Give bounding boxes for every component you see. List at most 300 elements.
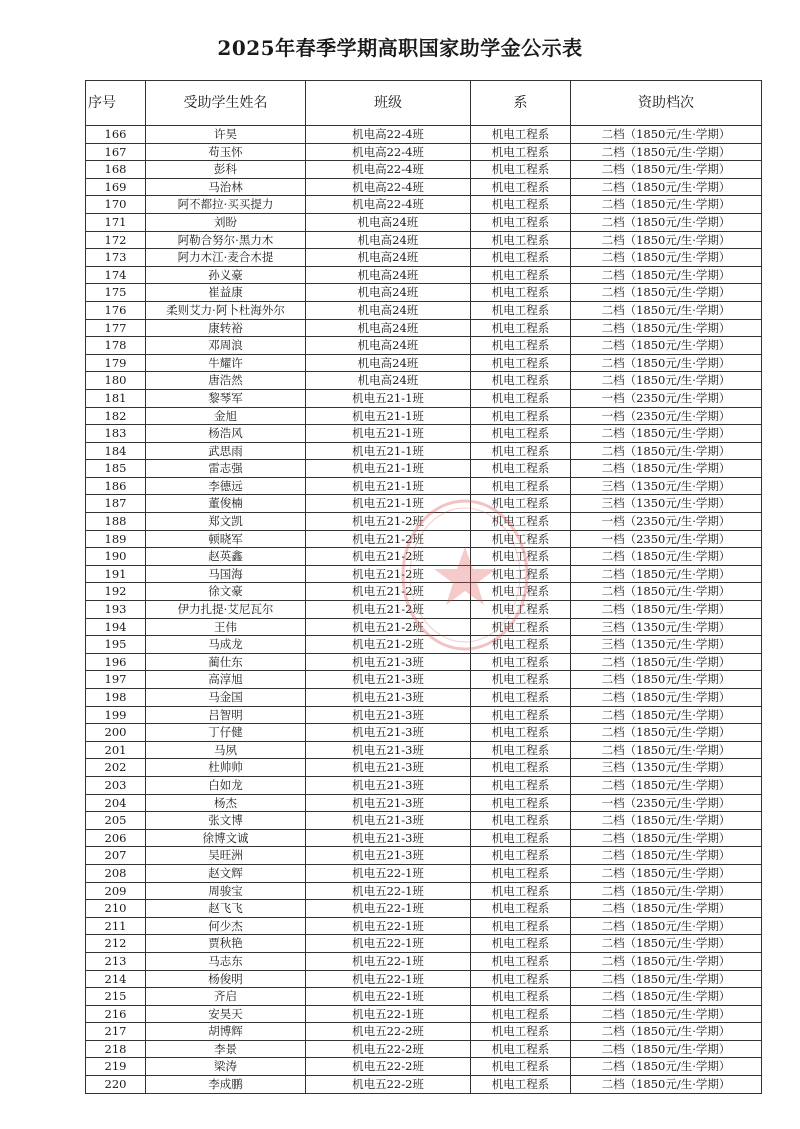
cell-grant-level: 二档（1850元/生·学期） xyxy=(571,161,762,179)
cell-index: 196 xyxy=(86,653,146,671)
cell-grant-level: 二档（1850元/生·学期） xyxy=(571,460,762,478)
cell-grant-level: 二档（1850元/生·学期） xyxy=(571,143,762,161)
cell-class: 机电五21-3班 xyxy=(306,794,471,812)
cell-department: 机电工程系 xyxy=(471,1058,571,1076)
column-header-grant-level: 资助档次 xyxy=(571,81,762,126)
cell-department: 机电工程系 xyxy=(471,724,571,742)
cell-index: 169 xyxy=(86,178,146,196)
cell-grant-level: 二档（1850元/生·学期） xyxy=(571,284,762,302)
cell-student-name: 康转裕 xyxy=(146,319,306,337)
cell-student-name: 刘盼 xyxy=(146,213,306,231)
cell-student-name: 崔益康 xyxy=(146,284,306,302)
cell-index: 181 xyxy=(86,389,146,407)
cell-student-name: 马治林 xyxy=(146,178,306,196)
cell-index: 219 xyxy=(86,1058,146,1076)
table-row xyxy=(86,900,762,918)
cell-student-name: 邓周浪 xyxy=(146,337,306,355)
cell-class: 机电五21-3班 xyxy=(306,689,471,707)
cell-student-name: 贾秋艳 xyxy=(146,935,306,953)
cell-grant-level: 二档（1850元/生·学期） xyxy=(571,776,762,794)
cell-student-name: 周骏宝 xyxy=(146,882,306,900)
cell-index: 192 xyxy=(86,583,146,601)
cell-class: 机电五22-1班 xyxy=(306,988,471,1006)
column-header-index: 序号 xyxy=(86,81,146,126)
cell-class: 机电高24班 xyxy=(306,213,471,231)
cell-grant-level: 二档（1850元/生·学期） xyxy=(571,847,762,865)
cell-grant-level: 三档（1350元/生·学期） xyxy=(571,618,762,636)
cell-index: 202 xyxy=(86,759,146,777)
cell-student-name: 安昊天 xyxy=(146,1005,306,1023)
cell-department: 机电工程系 xyxy=(471,126,571,144)
cell-department: 机电工程系 xyxy=(471,196,571,214)
cell-class: 机电五22-2班 xyxy=(306,1058,471,1076)
cell-class: 机电五22-1班 xyxy=(306,917,471,935)
cell-index: 185 xyxy=(86,460,146,478)
table-row xyxy=(86,513,762,531)
table-row xyxy=(86,266,762,284)
cell-class: 机电五21-1班 xyxy=(306,389,471,407)
cell-student-name: 马夙 xyxy=(146,741,306,759)
cell-department: 机电工程系 xyxy=(471,284,571,302)
cell-student-name: 李德远 xyxy=(146,477,306,495)
table-row xyxy=(86,829,762,847)
cell-student-name: 王伟 xyxy=(146,618,306,636)
cell-department: 机电工程系 xyxy=(471,266,571,284)
cell-student-name: 武思雨 xyxy=(146,442,306,460)
column-header-class: 班级 xyxy=(306,81,471,126)
table-row xyxy=(86,935,762,953)
table-row xyxy=(86,917,762,935)
table-row xyxy=(86,970,762,988)
cell-grant-level: 一档（2350元/生·学期） xyxy=(571,513,762,531)
cell-grant-level: 二档（1850元/生·学期） xyxy=(571,1040,762,1058)
cell-class: 机电高24班 xyxy=(306,337,471,355)
cell-class: 机电五21-3班 xyxy=(306,741,471,759)
cell-grant-level: 三档（1350元/生·学期） xyxy=(571,759,762,777)
cell-grant-level: 二档（1850元/生·学期） xyxy=(571,213,762,231)
cell-department: 机电工程系 xyxy=(471,477,571,495)
cell-class: 机电五21-3班 xyxy=(306,706,471,724)
cell-student-name: 齐启 xyxy=(146,988,306,1006)
cell-department: 机电工程系 xyxy=(471,706,571,724)
cell-grant-level: 二档（1850元/生·学期） xyxy=(571,1076,762,1094)
cell-index: 203 xyxy=(86,776,146,794)
cell-index: 178 xyxy=(86,337,146,355)
cell-department: 机电工程系 xyxy=(471,354,571,372)
cell-grant-level: 三档（1350元/生·学期） xyxy=(571,477,762,495)
column-header-name: 受助学生姓名 xyxy=(146,81,306,126)
page-title: 2025年春季学期高职国家助学金公示表 xyxy=(217,36,583,60)
table-row xyxy=(86,231,762,249)
table-row xyxy=(86,882,762,900)
cell-student-name: 吴旺洲 xyxy=(146,847,306,865)
cell-class: 机电五21-1班 xyxy=(306,495,471,513)
cell-department: 机电工程系 xyxy=(471,301,571,319)
cell-student-name: 何少杰 xyxy=(146,917,306,935)
table-row xyxy=(86,583,762,601)
cell-department: 机电工程系 xyxy=(471,442,571,460)
cell-student-name: 杜帅帅 xyxy=(146,759,306,777)
cell-index: 173 xyxy=(86,249,146,267)
cell-grant-level: 二档（1850元/生·学期） xyxy=(571,126,762,144)
table-row xyxy=(86,126,762,144)
cell-department: 机电工程系 xyxy=(471,143,571,161)
cell-class: 机电五21-2班 xyxy=(306,513,471,531)
cell-department: 机电工程系 xyxy=(471,864,571,882)
cell-department: 机电工程系 xyxy=(471,1005,571,1023)
cell-grant-level: 二档（1850元/生·学期） xyxy=(571,425,762,443)
cell-student-name: 阿勒合努尔·黑力木 xyxy=(146,231,306,249)
cell-index: 168 xyxy=(86,161,146,179)
cell-index: 218 xyxy=(86,1040,146,1058)
cell-student-name: 金旭 xyxy=(146,407,306,425)
cell-student-name: 梁涛 xyxy=(146,1058,306,1076)
cell-class: 机电高24班 xyxy=(306,231,471,249)
cell-index: 166 xyxy=(86,126,146,144)
cell-grant-level: 二档（1850元/生·学期） xyxy=(571,988,762,1006)
cell-index: 191 xyxy=(86,565,146,583)
table-row xyxy=(86,988,762,1006)
cell-index: 209 xyxy=(86,882,146,900)
cell-index: 206 xyxy=(86,829,146,847)
cell-index: 170 xyxy=(86,196,146,214)
cell-class: 机电高22-4班 xyxy=(306,196,471,214)
cell-class: 机电五21-2班 xyxy=(306,583,471,601)
cell-index: 208 xyxy=(86,864,146,882)
cell-class: 机电五22-1班 xyxy=(306,952,471,970)
cell-class: 机电五21-2班 xyxy=(306,636,471,654)
cell-department: 机电工程系 xyxy=(471,249,571,267)
cell-grant-level: 二档（1850元/生·学期） xyxy=(571,1023,762,1041)
table-row xyxy=(86,1076,762,1094)
cell-index: 207 xyxy=(86,847,146,865)
cell-department: 机电工程系 xyxy=(471,900,571,918)
cell-student-name: 董俊楠 xyxy=(146,495,306,513)
cell-class: 机电五22-1班 xyxy=(306,970,471,988)
table-row xyxy=(86,249,762,267)
cell-index: 175 xyxy=(86,284,146,302)
table-row xyxy=(86,689,762,707)
cell-department: 机电工程系 xyxy=(471,653,571,671)
table-row xyxy=(86,477,762,495)
cell-student-name: 赵文辉 xyxy=(146,864,306,882)
cell-index: 194 xyxy=(86,618,146,636)
cell-student-name: 马国海 xyxy=(146,565,306,583)
cell-student-name: 马志东 xyxy=(146,952,306,970)
cell-student-name: 丁仔健 xyxy=(146,724,306,742)
cell-department: 机电工程系 xyxy=(471,425,571,443)
cell-department: 机电工程系 xyxy=(471,917,571,935)
cell-class: 机电五21-3班 xyxy=(306,776,471,794)
cell-grant-level: 二档（1850元/生·学期） xyxy=(571,812,762,830)
cell-class: 机电五21-3班 xyxy=(306,829,471,847)
cell-department: 机电工程系 xyxy=(471,988,571,1006)
cell-grant-level: 一档（2350元/生·学期） xyxy=(571,407,762,425)
cell-index: 204 xyxy=(86,794,146,812)
cell-index: 201 xyxy=(86,741,146,759)
cell-department: 机电工程系 xyxy=(471,759,571,777)
cell-grant-level: 一档（2350元/生·学期） xyxy=(571,530,762,548)
cell-grant-level: 三档（1350元/生·学期） xyxy=(571,495,762,513)
table-row xyxy=(86,864,762,882)
table-row xyxy=(86,794,762,812)
cell-class: 机电五21-2班 xyxy=(306,565,471,583)
cell-department: 机电工程系 xyxy=(471,689,571,707)
cell-class: 机电五22-1班 xyxy=(306,1005,471,1023)
cell-student-name: 伊力扎提·艾尼瓦尔 xyxy=(146,601,306,619)
cell-grant-level: 二档（1850元/生·学期） xyxy=(571,689,762,707)
cell-class: 机电五21-2班 xyxy=(306,601,471,619)
cell-department: 机电工程系 xyxy=(471,1040,571,1058)
cell-grant-level: 二档（1850元/生·学期） xyxy=(571,565,762,583)
cell-student-name: 杨浩风 xyxy=(146,425,306,443)
cell-class: 机电五21-3班 xyxy=(306,812,471,830)
cell-class: 机电五22-1班 xyxy=(306,882,471,900)
cell-class: 机电高24班 xyxy=(306,354,471,372)
cell-department: 机电工程系 xyxy=(471,530,571,548)
cell-grant-level: 二档（1850元/生·学期） xyxy=(571,706,762,724)
table-row xyxy=(86,460,762,478)
table-row xyxy=(86,407,762,425)
table-row xyxy=(86,724,762,742)
cell-grant-level: 一档（2350元/生·学期） xyxy=(571,389,762,407)
cell-student-name: 徐文豪 xyxy=(146,583,306,601)
cell-index: 189 xyxy=(86,530,146,548)
cell-index: 171 xyxy=(86,213,146,231)
table-row xyxy=(86,284,762,302)
cell-grant-level: 二档（1850元/生·学期） xyxy=(571,266,762,284)
table-row xyxy=(86,618,762,636)
cell-department: 机电工程系 xyxy=(471,161,571,179)
table-header-row xyxy=(86,81,762,126)
cell-grant-level: 二档（1850元/生·学期） xyxy=(571,1058,762,1076)
cell-index: 213 xyxy=(86,952,146,970)
cell-grant-level: 二档（1850元/生·学期） xyxy=(571,671,762,689)
cell-department: 机电工程系 xyxy=(471,601,571,619)
cell-index: 199 xyxy=(86,706,146,724)
cell-department: 机电工程系 xyxy=(471,882,571,900)
cell-index: 212 xyxy=(86,935,146,953)
cell-class: 机电高24班 xyxy=(306,266,471,284)
table-row xyxy=(86,671,762,689)
cell-student-name: 李景 xyxy=(146,1040,306,1058)
cell-index: 172 xyxy=(86,231,146,249)
cell-index: 190 xyxy=(86,548,146,566)
table-row xyxy=(86,1040,762,1058)
table-row xyxy=(86,1023,762,1041)
table-row xyxy=(86,530,762,548)
table-row xyxy=(86,354,762,372)
cell-index: 198 xyxy=(86,689,146,707)
cell-class: 机电五22-1班 xyxy=(306,900,471,918)
cell-department: 机电工程系 xyxy=(471,847,571,865)
table-row xyxy=(86,636,762,654)
cell-department: 机电工程系 xyxy=(471,231,571,249)
table-row xyxy=(86,741,762,759)
table-row xyxy=(86,389,762,407)
cell-grant-level: 二档（1850元/生·学期） xyxy=(571,952,762,970)
cell-class: 机电五22-2班 xyxy=(306,1076,471,1094)
cell-class: 机电高22-4班 xyxy=(306,143,471,161)
cell-student-name: 吕智明 xyxy=(146,706,306,724)
cell-student-name: 黎琴军 xyxy=(146,389,306,407)
cell-index: 216 xyxy=(86,1005,146,1023)
cell-student-name: 赵飞飞 xyxy=(146,900,306,918)
cell-index: 167 xyxy=(86,143,146,161)
cell-index: 174 xyxy=(86,266,146,284)
cell-index: 183 xyxy=(86,425,146,443)
cell-index: 220 xyxy=(86,1076,146,1094)
cell-grant-level: 二档（1850元/生·学期） xyxy=(571,196,762,214)
table-row xyxy=(86,1005,762,1023)
cell-index: 184 xyxy=(86,442,146,460)
cell-index: 217 xyxy=(86,1023,146,1041)
cell-department: 机电工程系 xyxy=(471,935,571,953)
cell-department: 机电工程系 xyxy=(471,636,571,654)
cell-index: 205 xyxy=(86,812,146,830)
cell-class: 机电五21-2班 xyxy=(306,530,471,548)
cell-department: 机电工程系 xyxy=(471,319,571,337)
cell-class: 机电五21-1班 xyxy=(306,460,471,478)
table-row xyxy=(86,706,762,724)
table-row xyxy=(86,196,762,214)
cell-class: 机电五21-3班 xyxy=(306,671,471,689)
cell-index: 211 xyxy=(86,917,146,935)
cell-student-name: 马成龙 xyxy=(146,636,306,654)
cell-department: 机电工程系 xyxy=(471,213,571,231)
cell-grant-level: 二档（1850元/生·学期） xyxy=(571,900,762,918)
table-row xyxy=(86,161,762,179)
cell-index: 195 xyxy=(86,636,146,654)
cell-student-name: 杨俊明 xyxy=(146,970,306,988)
cell-department: 机电工程系 xyxy=(471,970,571,988)
cell-class: 机电五21-3班 xyxy=(306,653,471,671)
cell-department: 机电工程系 xyxy=(471,794,571,812)
column-header-department: 系 xyxy=(471,81,571,126)
cell-class: 机电高24班 xyxy=(306,319,471,337)
cell-student-name: 顿晓军 xyxy=(146,530,306,548)
cell-department: 机电工程系 xyxy=(471,513,571,531)
grant-table xyxy=(85,80,762,1094)
cell-grant-level: 二档（1850元/生·学期） xyxy=(571,653,762,671)
cell-grant-level: 二档（1850元/生·学期） xyxy=(571,601,762,619)
cell-student-name: 李成鹏 xyxy=(146,1076,306,1094)
cell-department: 机电工程系 xyxy=(471,1023,571,1041)
table-row xyxy=(86,143,762,161)
cell-student-name: 徐博文诚 xyxy=(146,829,306,847)
cell-grant-level: 二档（1850元/生·学期） xyxy=(571,583,762,601)
cell-class: 机电高24班 xyxy=(306,372,471,390)
cell-department: 机电工程系 xyxy=(471,1076,571,1094)
cell-index: 188 xyxy=(86,513,146,531)
cell-student-name: 孙义豪 xyxy=(146,266,306,284)
table-row xyxy=(86,301,762,319)
cell-department: 机电工程系 xyxy=(471,671,571,689)
cell-index: 176 xyxy=(86,301,146,319)
cell-grant-level: 二档（1850元/生·学期） xyxy=(571,301,762,319)
cell-index: 187 xyxy=(86,495,146,513)
cell-grant-level: 二档（1850元/生·学期） xyxy=(571,882,762,900)
cell-department: 机电工程系 xyxy=(471,178,571,196)
table-row xyxy=(86,812,762,830)
cell-class: 机电五22-1班 xyxy=(306,864,471,882)
cell-grant-level: 二档（1850元/生·学期） xyxy=(571,548,762,566)
cell-index: 197 xyxy=(86,671,146,689)
cell-class: 机电五22-1班 xyxy=(306,935,471,953)
cell-grant-level: 二档（1850元/生·学期） xyxy=(571,864,762,882)
table-row xyxy=(86,847,762,865)
cell-grant-level: 二档（1850元/生·学期） xyxy=(571,178,762,196)
cell-student-name: 牛耀许 xyxy=(146,354,306,372)
cell-student-name: 苟玉怀 xyxy=(146,143,306,161)
cell-index: 186 xyxy=(86,477,146,495)
cell-grant-level: 二档（1850元/生·学期） xyxy=(571,354,762,372)
cell-class: 机电五21-1班 xyxy=(306,477,471,495)
cell-class: 机电五21-3班 xyxy=(306,724,471,742)
cell-index: 200 xyxy=(86,724,146,742)
table-row xyxy=(86,319,762,337)
cell-grant-level: 二档（1850元/生·学期） xyxy=(571,741,762,759)
cell-class: 机电高22-4班 xyxy=(306,161,471,179)
cell-class: 机电五22-2班 xyxy=(306,1023,471,1041)
cell-department: 机电工程系 xyxy=(471,565,571,583)
cell-class: 机电五21-3班 xyxy=(306,759,471,777)
cell-class: 机电五21-1班 xyxy=(306,425,471,443)
cell-student-name: 高淳旭 xyxy=(146,671,306,689)
cell-grant-level: 二档（1850元/生·学期） xyxy=(571,231,762,249)
table-row xyxy=(86,178,762,196)
table-row xyxy=(86,213,762,231)
cell-index: 215 xyxy=(86,988,146,1006)
cell-grant-level: 二档（1850元/生·学期） xyxy=(571,917,762,935)
cell-grant-level: 二档（1850元/生·学期） xyxy=(571,249,762,267)
cell-student-name: 雷志强 xyxy=(146,460,306,478)
cell-department: 机电工程系 xyxy=(471,495,571,513)
cell-index: 182 xyxy=(86,407,146,425)
cell-grant-level: 二档（1850元/生·学期） xyxy=(571,337,762,355)
cell-department: 机电工程系 xyxy=(471,548,571,566)
cell-index: 214 xyxy=(86,970,146,988)
cell-department: 机电工程系 xyxy=(471,389,571,407)
cell-department: 机电工程系 xyxy=(471,952,571,970)
cell-class: 机电五21-2班 xyxy=(306,548,471,566)
table-row xyxy=(86,548,762,566)
cell-class: 机电高22-4班 xyxy=(306,126,471,144)
cell-student-name: 许昊 xyxy=(146,126,306,144)
table-row xyxy=(86,495,762,513)
table-row xyxy=(86,337,762,355)
cell-student-name: 彭科 xyxy=(146,161,306,179)
cell-grant-level: 二档（1850元/生·学期） xyxy=(571,935,762,953)
cell-class: 机电五21-1班 xyxy=(306,407,471,425)
cell-department: 机电工程系 xyxy=(471,460,571,478)
cell-class: 机电高24班 xyxy=(306,301,471,319)
table-row xyxy=(86,565,762,583)
cell-class: 机电五22-2班 xyxy=(306,1040,471,1058)
table-row xyxy=(86,425,762,443)
cell-department: 机电工程系 xyxy=(471,812,571,830)
table-row xyxy=(86,372,762,390)
cell-class: 机电高24班 xyxy=(306,284,471,302)
cell-grant-level: 三档（1350元/生·学期） xyxy=(571,636,762,654)
cell-grant-level: 二档（1850元/生·学期） xyxy=(571,724,762,742)
cell-student-name: 张文博 xyxy=(146,812,306,830)
cell-grant-level: 二档（1850元/生·学期） xyxy=(571,319,762,337)
table-row xyxy=(86,653,762,671)
cell-student-name: 郑文凯 xyxy=(146,513,306,531)
cell-grant-level: 二档（1850元/生·学期） xyxy=(571,829,762,847)
cell-index: 193 xyxy=(86,601,146,619)
